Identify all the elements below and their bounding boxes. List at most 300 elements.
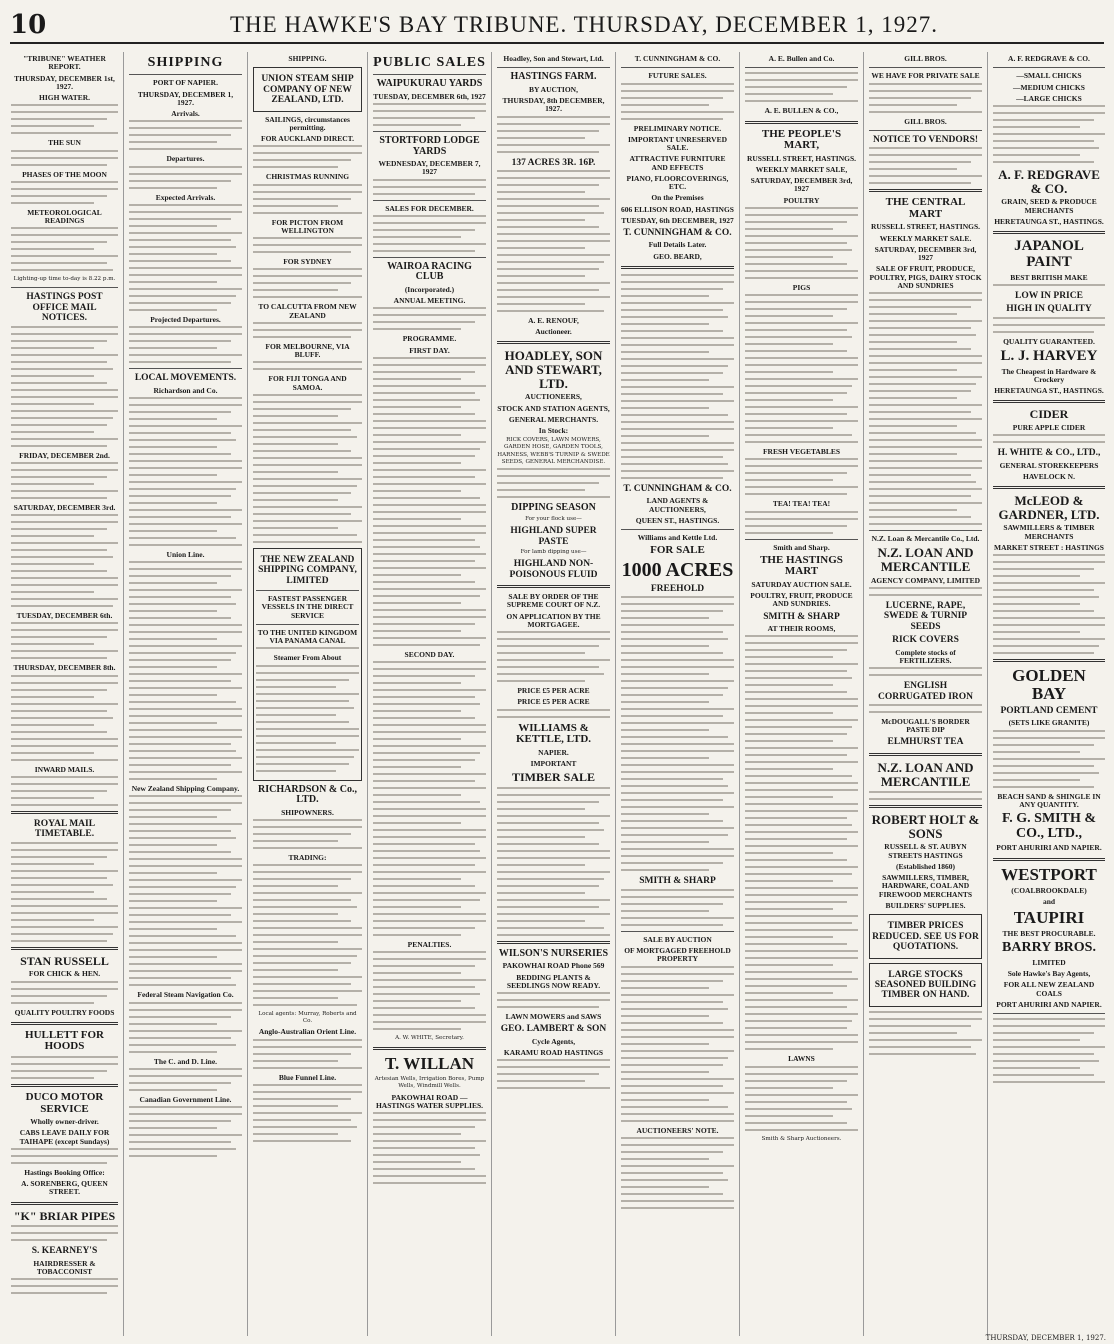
text-lines [621,596,734,871]
pure-apple-cider: PURE APPLE CIDER [1012,423,1086,432]
page-number: 10 [10,10,47,40]
hoadley-header: Hoadley, Son and Stewart, Ltd. [503,54,604,63]
text-lines [869,1011,982,1055]
text-lines [11,622,118,659]
hastings-mart: THE HASTINGS MART [760,553,843,578]
text-lines [11,842,118,942]
briar-pipes-ad: "K" BRIAR PIPES [13,1208,116,1223]
weather-heading: "TRIBUNE" WEATHER REPORT. [23,54,106,72]
text-lines [11,1148,118,1164]
geo-beard: GEO. BEARD, [653,251,702,261]
divider [993,400,1105,403]
divider [11,1022,118,1025]
divider [373,200,486,201]
notice-vendors: NOTICE TO VENDORS! [872,134,979,145]
text-lines [253,361,362,370]
text-lines [129,561,242,780]
portland-cement: PORTLAND CEMENT [1000,705,1098,716]
golden-bay: GOLDEN BAY [1012,666,1086,704]
divider [256,590,359,591]
divider [11,1202,118,1205]
text-lines [373,215,486,252]
text-lines [993,317,1105,333]
text-lines [869,667,982,676]
cycle-agents: Cycle Agents, [531,1036,576,1046]
fiji-heading: FOR FIJI TONGA AND SAMOA. [268,374,347,392]
text-lines [497,787,610,936]
text-lines [129,204,242,311]
redgrave-header: A. F. REDGRAVE & CO. [1008,54,1090,63]
timber-prices-box [869,914,982,958]
text-lines [745,1066,858,1131]
text-lines [253,394,362,543]
gill-header: GILL BROS. [904,54,947,63]
text-lines [373,1112,486,1184]
divider [11,287,118,288]
and: and [1042,896,1056,906]
divider [497,67,610,68]
for-sale: FOR SALE [650,544,705,557]
lawns: LAWNS [788,1054,815,1064]
stan-russell-ad: STAN RUSSELL [20,953,109,968]
divider [869,805,982,808]
text-lines [11,104,118,134]
mortgagee: ON APPLICATION BY THE MORTGAGEE. [506,611,601,629]
sale-order: SALE BY ORDER OF THE SUPREME COURT OF N.Z. [506,592,601,610]
divider [373,74,486,75]
text-lines [869,587,982,596]
produce-sale: SALE OF FRUIT, PRODUCE, POULTRY, PIGS, DAIRY STOCK AND SUNDRIES [869,264,982,290]
white-co: H. WHITE & CO., LTD., [997,448,1101,459]
text-lines [11,675,118,761]
text-lines [129,795,242,986]
text-lines [869,83,982,113]
robert-holt: ROBERT HOLT & SONS [871,812,980,841]
poultry-heading: POULTRY [783,195,820,205]
orient-heading: Anglo-Australian Orient Line. [258,1027,357,1037]
bullen-header: A. E. Bullen and Co. [768,54,835,63]
gill-bros: GILL BROS. [904,116,947,126]
smith-sharp-header: Smith and Sharp. [773,542,830,552]
divider [993,67,1105,68]
westport: WESTPORT [1001,864,1097,884]
sale-mortgage: SALE BY AUCTION [643,934,712,944]
napier: NAPIER. [538,747,569,757]
saturday-auction: SATURDAY AUCTION SALE. [751,579,852,589]
text-lines [993,105,1105,163]
high-quality: HIGH IN QUALITY [1006,304,1092,315]
divider [621,529,734,530]
text-lines [253,864,362,1006]
farm-date: THURSDAY, 8th DECEMBER, 1927. [502,96,605,114]
text-lines [129,397,242,546]
text-lines [129,1002,242,1053]
racing-club: WAIROA RACING CLUB [387,260,472,283]
large-chicks: —LARGE CHICKS [1016,93,1082,103]
divider [373,257,486,258]
divider [869,67,982,68]
large-stocks-box [869,963,982,1007]
timber-merchants: SAWMILLERS & TIMBER MERCHANTS [1003,523,1095,541]
pigs-heading: PIGS [792,282,811,292]
penalties: PENALTIES. [407,940,452,950]
sole-agents: Sole Hawke's Bay Agents, [1007,969,1091,979]
text-lines [497,631,610,682]
melbourne-heading: FOR MELBOURNE, VIA BLUFF. [265,341,350,360]
divider [745,539,858,540]
divider [373,131,486,132]
smith-sharp-auctioneers: Smith & Sharp Auctioneers. [761,1135,842,1142]
at-their-rooms: AT THEIR ROOMS, [767,624,836,634]
elmhurst-tea: ELMHURST TEA [887,737,964,748]
text-lines [497,992,610,1008]
text-lines [869,147,982,184]
text-lines [11,776,118,806]
first-day: FIRST DAY. [409,345,450,355]
friday-heading: FRIDAY, DECEMBER 2nd. [19,450,110,460]
text-lines [11,1278,118,1294]
canadian-heading: Canadian Government Line. [139,1094,232,1104]
second-day: SECOND DAY. [404,649,455,659]
williams-kettle: WILLIAMS & KETTLE, LTD. [515,721,592,746]
text-lines [253,1039,362,1069]
stortford-yards: STORTFORD LODGE YARDS [379,135,480,157]
text-lines [129,166,242,189]
best-procurable: THE BEST PROCURABLE. [1002,928,1096,938]
lawn-mowers: LAWN MOWERS and SAWS [505,1012,602,1022]
sailings: SAILINGS, circumstances permitting. [265,114,350,132]
sawmillers: SAWMILLERS, TIMBER, HARDWARE, COAL AND FIREWOOD MERCHANTS [878,873,973,899]
text-lines [253,819,362,849]
russell-aubyn: RUSSELL & ST. AUBYN STREETS HASTINGS [884,842,967,860]
divider [621,931,734,932]
text-lines [745,72,858,102]
smith-sharp: SMITH & SHARP [639,876,716,887]
storekeepers: GENERAL STOREKEEPERS [999,460,1099,470]
for-flock: For your flock use— [525,516,582,523]
shipowners: SHIPOWNERS. [281,807,334,817]
harvey-address: HERETAUNGA ST., HASTINGS. [994,386,1104,396]
text-lines [11,150,118,166]
barry-bros: BARRY BROS. [1002,940,1096,956]
column-public-sales [368,52,492,1336]
dipping-season: DIPPING SEASON [511,501,596,513]
medium-chicks: —MEDIUM CHICKS [1013,82,1085,92]
acres-1000: 1000 ACRES [621,558,734,581]
text-lines [497,468,610,498]
established: (Established 1860) [896,861,955,871]
poultry-foods: QUALITY POULTRY FOODS [14,1007,115,1017]
text-lines [621,889,734,926]
general-merchants: GENERAL MERCHANTS. [508,414,599,424]
annual-meeting: ANNUAL MEETING. [393,296,466,306]
column-shipping [124,52,248,1336]
departures-heading: Departures. [166,154,205,164]
private-sale: WE HAVE FOR PRIVATE SALE [871,71,980,81]
weekly-market: WEEKLY MARKET SALE, [755,164,848,174]
mcdougall: McDOUGALL'S BORDER PASTE DIP [881,716,970,735]
public-sales-heading: PUBLIC SALES [373,55,486,70]
piano: PIANO, FLOORCOVERINGS, ETC. [626,173,729,191]
nz-shipping-company: THE NEW ZEALAND SHIPPING COMPANY, LIMITED [258,554,357,586]
weather-date: THURSDAY, DECEMBER 1st, 1927. [14,73,115,91]
sets-like-granite: (SETS LIKE GRANITE) [1008,718,1090,728]
freehold: FREEHOLD [650,583,705,594]
saturday-date: SATURDAY, DECEMBER 3rd, 1927 [874,244,977,263]
auctioneer: Auctioneer. [535,327,572,337]
post-office-heading: HASTINGS POST OFFICE MAIL NOTICES. [26,292,103,324]
text-lines [253,268,362,298]
text-lines [129,1106,242,1157]
column-cunningham [616,52,740,1336]
text-lines [253,322,362,338]
text-lines [497,116,610,153]
text-lines [373,951,486,1030]
text-lines [11,1056,118,1079]
barry-limited: LIMITED [1032,957,1066,967]
redgrave-name: A. F. REDGRAVE & CO. [998,167,1100,196]
for-lamb: For lamb dipping use— [520,549,587,556]
shipping-heading: SHIPPING [147,55,224,70]
low-price: LOW IN PRICE [1015,290,1083,301]
stan-sub: FOR CHICK & HEN. [28,969,101,979]
russell-street-2: RUSSELL STREET, HASTINGS. [870,222,981,232]
divider [373,1047,486,1050]
cider: CIDER [1029,407,1069,422]
hullett-ad: HULLETT FOR HOODS [25,1028,104,1053]
rick-covers: RICK COVERS [892,635,959,646]
divider [497,941,610,944]
port-ahuriri: PORT AHURIRI AND NAPIER. [996,843,1102,853]
text-lines [621,83,734,120]
text-lines [745,294,858,443]
wilson-nurseries: WILSON'S NURSERIES [498,947,609,959]
text-lines [745,207,858,279]
beach-sand: BEACH SAND & SHINGLE IN ANY QUANTITY. [997,791,1101,809]
cunningham-co-2: T. CUNNINGHAM & CO. [623,483,732,494]
geo-lambert: GEO. LAMBERT & SON [500,1024,607,1035]
divider [621,266,734,269]
fertilizers: Complete stocks of FERTILIZERS. [895,647,956,665]
text-lines [11,981,118,1004]
timber-prices: TIMBER PRICES REDUCED. SEE US FOR QUOTATIONS. [872,921,979,953]
port-ahuriri-2: PORT AHURIRI AND NAPIER. [996,999,1102,1009]
in-stock: In Stock: [538,426,569,436]
text-lines [373,357,486,646]
text-lines [993,554,1105,654]
hastings-farm: HASTINGS FARM. [510,71,597,83]
waipukurau-yards: WAIPUKURAU YARDS [376,78,483,90]
by-auction: BY AUCTION, [529,84,578,94]
divider [869,753,982,756]
text-lines [993,434,1105,443]
sun-heading: THE SUN [48,138,81,148]
column-redgrave [988,52,1110,1336]
column-gill-bros [864,52,988,1336]
text-lines [373,103,486,126]
price-1: PRICE £5 PER ACRE [517,686,590,696]
hoadley-auctioneers: AUCTIONEERS, [525,392,582,402]
sorenberg: A. SORENBERG, QUEEN STREET. [21,1179,108,1197]
tea: TEA! TEA! TEA! [772,499,831,509]
divider [256,624,359,625]
text-lines [253,184,362,214]
divider [621,67,734,68]
cabs: CABS LEAVE DAILY FOR TAIHAPE (except Sundays) [19,1128,110,1146]
text-lines [253,1084,362,1142]
auctioneers-note: AUCTIONEERS' NOTE. [636,1125,719,1135]
text-lines [621,1137,734,1209]
taupiri: TAUPIRI [1013,908,1085,928]
thursday-heading: THURSDAY, DECEMBER 8th. [13,663,116,673]
quality-guaranteed: QUALITY GUARANTEED. [1003,336,1095,346]
programme: PROGRAMME. [402,334,457,344]
sydney-heading: FOR SYDNEY [283,257,332,267]
text-lines [621,274,734,479]
coalbrookdale: (COALBROOKDALE) [1011,885,1087,895]
price-2: PRICE £5 PER ACRE [517,697,590,707]
willan-sub: Artesian Wells, Irrigation Bores, Pump Wells, Windmill Wells. [374,1076,485,1090]
freehold-property: OF MORTGAGED FREEHOLD PROPERTY [624,946,731,964]
best-british: BEST BRITISH MAKE [1010,272,1088,282]
text-lines [869,791,982,800]
renouf: A. E. RENOUF, [528,315,579,325]
heretaunga-street: HERETAUNGA ST., HASTINGS. [994,216,1104,226]
acres-137: 137 ACRES 3R. 16P. [511,157,596,168]
text-lines [373,179,486,195]
text-lines [373,307,486,330]
inward-heading: INWARD MAILS. [34,764,95,774]
small-chicks: —SMALL CHICKS [1016,71,1082,81]
column-weather-mail [6,52,124,1336]
large-stocks: LARGE STOCKS SEASONED BUILDING TIMBER ON HAND. [874,969,977,1001]
timber-sale: TIMBER SALE [511,770,596,785]
karamu-road: KARAMU ROAD HASTINGS [503,1048,604,1058]
grain-merchants: GRAIN, SEED & PRODUCE MERCHANTS [1001,197,1097,215]
fg-smith: F. G. SMITH & CO., LTD., [1002,811,1096,841]
builders-supplies: BUILDERS' SUPPLIES. [885,900,966,910]
column-shipping-ads [248,52,368,1336]
auckland-heading: FOR AUCKLAND DIRECT. [261,134,354,144]
waipukurau-date: TUESDAY, DECEMBER 6th, 1927 [373,91,486,101]
tuesday-heading: TUESDAY, DECEMBER 6th. [16,611,113,621]
text-lines [869,704,982,713]
kearney: S. KEARNEY'S [31,1246,98,1257]
fresh-veg: FRESH VEGETABLES [762,447,841,457]
land-agents: LAND AGENTS & AUCTIONEERS, [646,496,709,514]
pakowhai-road: PAKOWHAI ROAD Phone 569 [502,961,605,971]
english-iron: ENGLISH CORRUGATED IRON [877,681,974,702]
bullen-co: A. E. BULLEN & CO., [764,106,839,116]
kearney-sub: HAIRDRESSER & TOBACCONIST [33,1258,96,1276]
saturday-heading: SATURDAY, DECEMBER 3rd. [13,502,116,512]
poultry-fruit: POULTRY, FRUIT, PRODUCE AND SUNDRIES. [750,591,853,609]
central-mart: THE CENTRAL MART [885,196,966,220]
picton-heading: FOR PICTON FROM WELLINGTON [271,217,344,235]
text-lines [745,511,858,534]
masthead [10,6,1104,44]
fastest-vessels: FASTEST PASSENGER VESSELS IN THE DIRECT SERVICE [261,594,354,620]
shipping-heading-2: SHIPPING. [288,54,327,63]
unreserved: IMPORTANT UNRESERVED SALE. [628,134,727,152]
havelock: HAVELOCK N. [1023,471,1075,481]
divider [993,858,1105,861]
text-lines [253,145,362,168]
ellison-date: TUESDAY, 6th DECEMBER, 1927 [621,215,734,225]
duco-sub: Wholly owner-driver. [30,1117,99,1127]
blue-funnel-heading: Blue Funnel Line. [278,1072,337,1082]
royal-mail-heading: ROYAL MAIL TIMETABLE. [33,818,96,840]
smith-sharp-name: SMITH & SHARP [763,611,840,622]
column-hoadley [492,52,616,1336]
harvey-tagline: The Cheapest in Hardware & Crockery [1001,366,1097,384]
text-lines [621,966,734,1122]
text-lines [497,709,610,718]
federal-heading: Federal Steam Navigation Co. [137,990,234,1000]
nz-loan: N.Z. LOAN AND MERCANTILE [877,545,974,574]
stock-agents: STOCK AND STATION AGENTS, [497,403,610,413]
text-lines [253,237,362,253]
expected-heading: Expected Arrivals. [155,192,216,202]
attractive: ATTRACTIVE FURNITURE AND EFFECTS [629,154,726,172]
divider [869,130,982,131]
lucerne-seeds: LUCERNE, RAPE, SWEDE & TURNIP SEEDS [883,600,968,632]
text-lines [11,514,118,607]
shipping-date: THURSDAY, DECEMBER 1, 1927. [137,89,234,107]
important: IMPORTANT [530,759,577,769]
text-lines [11,227,118,271]
text-lines [497,170,610,312]
ellison-road: 606 ELLISON ROAD, HASTINGS [621,204,734,214]
harvey: L. J. HARVEY [1000,347,1098,364]
calcutta-heading: TO CALCUTTA FROM NEW ZEALAND [258,302,357,320]
cd-line-heading: The C. and D. Line. [153,1056,218,1066]
divider [993,486,1105,489]
union-company: UNION STEAM SHIP COMPANY OF NEW ZEALAND, LTD. [261,74,354,106]
russell-street: RUSSELL STREET, HASTINGS. [746,153,857,163]
page-footer: THURSDAY, DECEMBER 1, 1927. [985,1334,1106,1342]
cunningham-header: T. CUNNINGHAM & CO. [634,54,721,63]
via-panama: TO THE UNITED KINGDOM VIA PANAMA CANAL [257,627,358,646]
wk-header: Williams and Kettle Ltd. [637,533,718,543]
sales-for-december: SALES FOR DECEMBER. [385,203,474,213]
highland-fluid: HIGHLAND NON-POISONOUS FLUID [509,559,598,580]
mcleod-gardner: McLEOD & GARDNER, LTD. [998,493,1100,522]
column-bullen [740,52,864,1336]
divider [11,1084,118,1087]
divider [745,67,858,68]
text-lines [373,661,486,936]
full-details: Full Details Later. [648,240,707,250]
cunningham-co: T. CUNNINGHAM & CO. [623,228,732,238]
divider [869,189,982,192]
all-nz-coals: FOR ALL NEW ZEALAND COALS [1003,980,1095,998]
arrivals-heading: Arrivals. [171,109,200,119]
text-lines [129,1068,242,1091]
market-street: MARKET STREET : HASTINGS [994,542,1104,552]
willan-ad: T. WILLAN [384,1054,475,1074]
divider [497,585,610,588]
text-lines [745,635,858,1050]
divider [497,341,610,344]
peoples-mart: THE PEOPLE'S MART, [761,127,842,152]
text-lines [256,647,359,649]
text-lines [869,292,982,525]
nz-loan-small: N.Z. Loan & Mercantile Co., Ltd. [871,534,980,544]
union-steam-ad [253,67,362,111]
water-supplies: PAKOWHAI ROAD — HASTINGS WATER SUPPLIES. [375,1092,484,1110]
divider [129,74,242,75]
